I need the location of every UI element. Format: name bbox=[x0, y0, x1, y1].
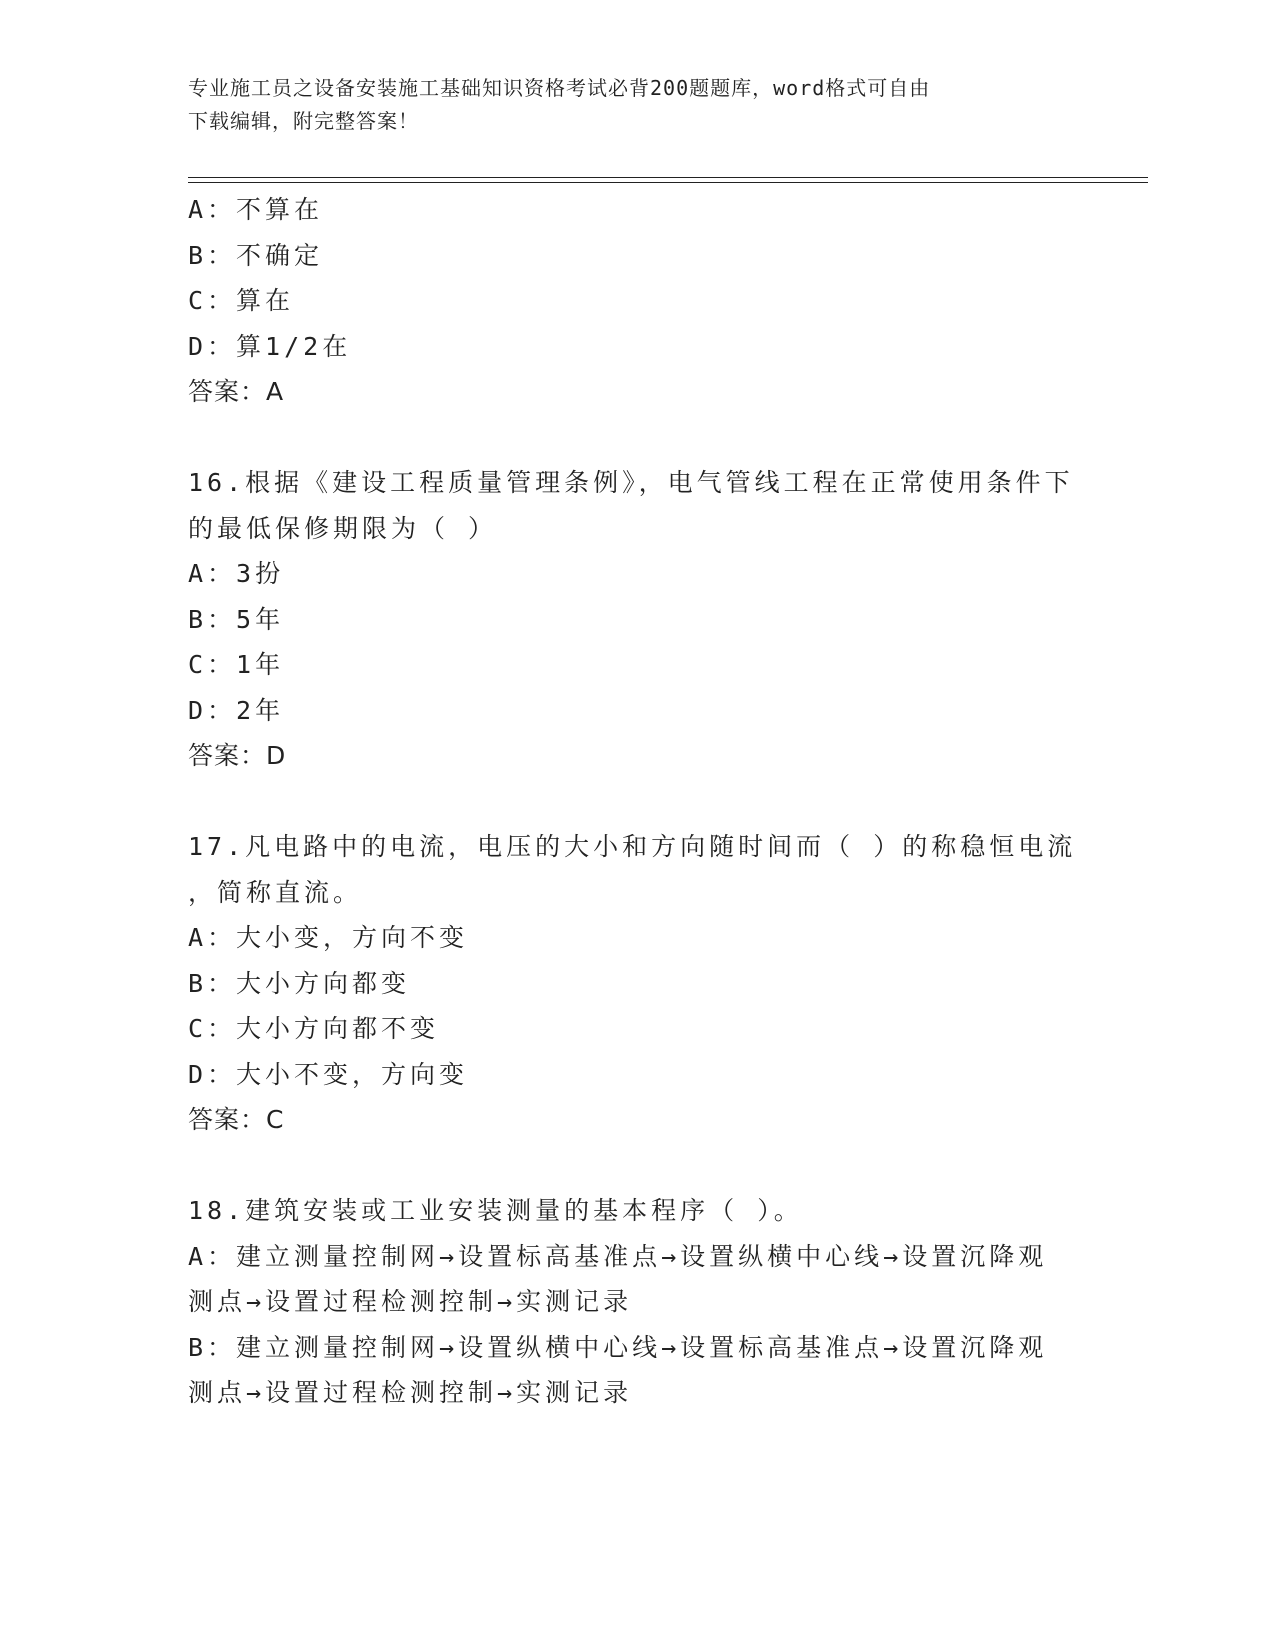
option-d: D：2年 bbox=[188, 695, 285, 725]
answer: 答案：D bbox=[188, 741, 287, 770]
option-b-line-2: 测点→设置过程检测控制→实测记录 bbox=[188, 1378, 633, 1407]
question-16 bbox=[188, 460, 1088, 779]
option-c: C：1年 bbox=[188, 650, 285, 679]
option-a: A：大小变，方向不变 bbox=[188, 923, 469, 952]
option-c: C：大小方向都不变 bbox=[188, 1014, 440, 1043]
spacer bbox=[188, 415, 1088, 461]
option-b: B：大小方向都变 bbox=[188, 968, 411, 998]
option-b-line-1: B：建立测量控制网→设置纵横中心线→设置标高基准点→设置沉降观 bbox=[188, 1332, 1048, 1362]
header-divider-top bbox=[188, 177, 1148, 178]
option-a: A：不算在 bbox=[188, 195, 324, 224]
question-text-line-2: 的最低保修期限为（ ） bbox=[188, 513, 498, 543]
question-list bbox=[188, 187, 1088, 1416]
option-a-line-1: A：建立测量控制网→设置标高基准点→设置纵横中心线→设置沉降观 bbox=[188, 1241, 1048, 1271]
document-header bbox=[188, 72, 1068, 138]
question-text-line-1: 17.凡电路中的电流，电压的大小和方向随时间而（ ）的称稳恒电流 bbox=[188, 832, 1077, 861]
answer: 答案：C bbox=[188, 1105, 285, 1134]
question-18 bbox=[188, 1188, 1088, 1416]
option-b: B：不确定 bbox=[188, 240, 324, 270]
option-c: C：算在 bbox=[188, 286, 295, 315]
header-divider-bottom bbox=[188, 182, 1148, 183]
spacer bbox=[188, 779, 1088, 825]
option-d: D：算1/2在 bbox=[188, 331, 352, 361]
option-a-line-2: 测点→设置过程检测控制→实测记录 bbox=[188, 1287, 633, 1316]
header-line-2: 下载编辑，附完整答案！ bbox=[188, 109, 419, 133]
option-a: A：3扮 bbox=[188, 559, 285, 588]
question-15-continued bbox=[188, 187, 1088, 415]
spacer bbox=[188, 1143, 1088, 1189]
option-b: B：5年 bbox=[188, 604, 285, 634]
question-text-line-1: 18.建筑安装或工业安装测量的基本程序（ ）。 bbox=[188, 1196, 803, 1225]
question-17 bbox=[188, 824, 1088, 1143]
answer: 答案：A bbox=[188, 377, 285, 406]
question-text-line-2: ，简称直流。 bbox=[188, 877, 363, 907]
question-text-line-1: 16.根据《建设工程质量管理条例》，电气管线工程在正常使用条件下 bbox=[188, 468, 1074, 497]
header-line-1: 专业施工员之设备安装施工基础知识资格考试必背200题题库，word格式可自由 bbox=[188, 76, 931, 100]
option-d: D：大小不变，方向变 bbox=[188, 1059, 469, 1089]
